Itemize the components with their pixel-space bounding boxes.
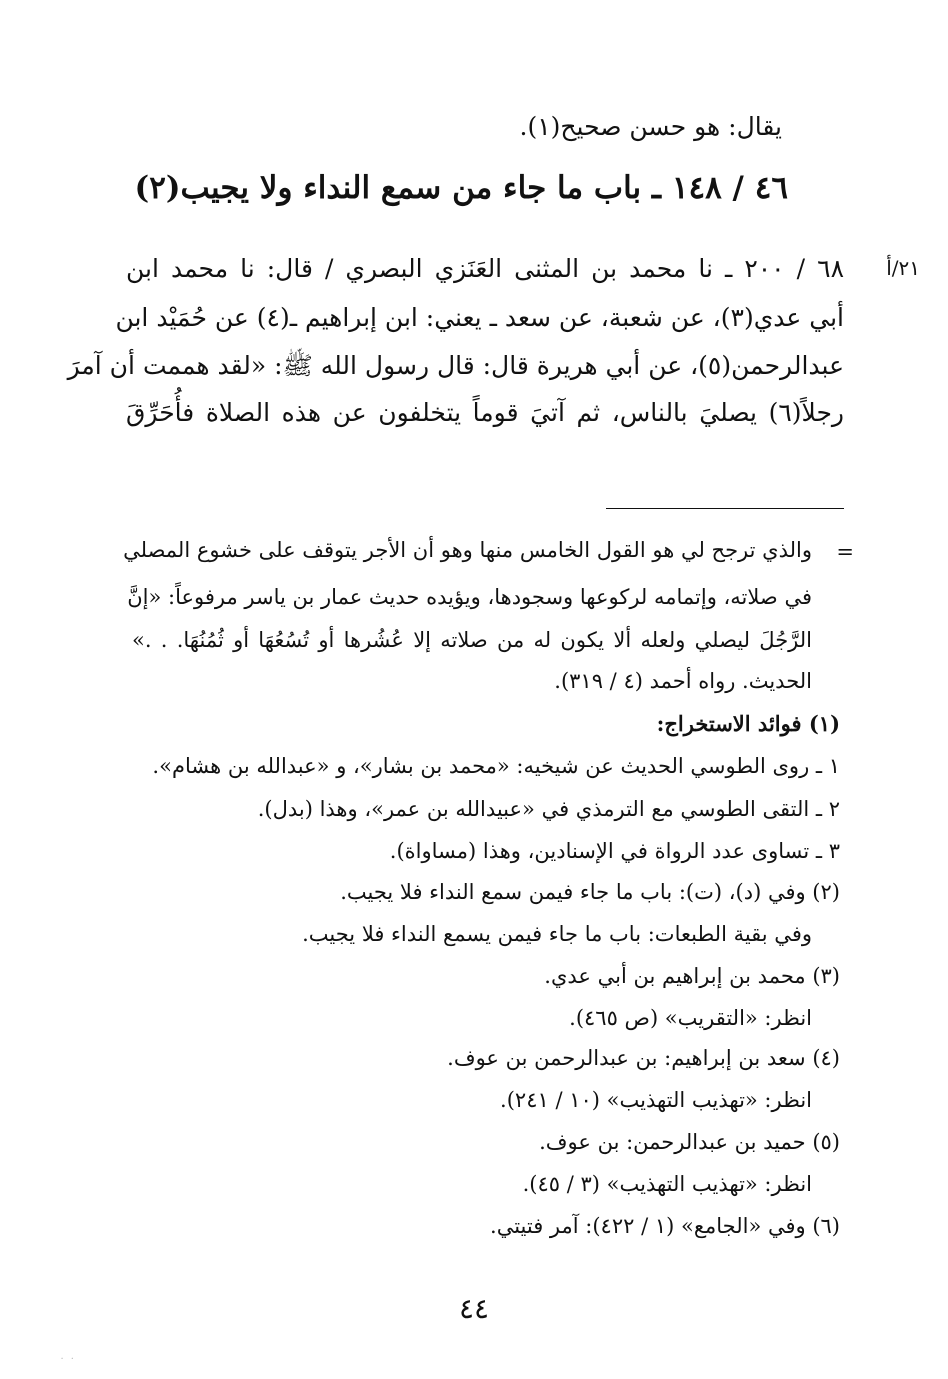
hadith-line-1: ٦٨ / ٢٠٠ ـ نا محمد بن المثنى العَنَزي البصري / قال: نا محمد ابن (126, 254, 844, 283)
footnote-4-source: انظر: «تهذيب التهذيب» (١٠ / ٢٤١). (500, 1088, 812, 1112)
footnote-3-source: انظر: «التقريب» (ص ٤٦٥). (569, 1006, 812, 1030)
footnote-1-item-1: ١ ـ روى الطوسي الحديث عن شيخيه: «محمد بن بشار»، و «عبدالله بن هشام». (152, 754, 840, 778)
hadith-line-3: عبدالرحمن(٥)، عن أبي هريرة قال: قال رسول الله ﷺ: «لقد هممت أن آمرَ (67, 351, 844, 380)
chapter-heading: ٤٦ / ١٤٨ ـ باب ما جاء من سمع النداء ولا يجيب(٢) (134, 170, 788, 206)
footnote-line: الرَّجُلَ ليصلي ولعله ألا يكون له من صلاته إلا عُشُرها أو تُسُعُهَا أو ثُمُنُهَا. . .» (132, 628, 812, 652)
footnote-6: (٦) وفي «الجامع» (١ / ٤٢٢): آمر فتيتي. (490, 1214, 840, 1238)
footnote-2-cont: وفي بقية الطبعات: باب ما جاء فيمن يسمع النداء فلا يجيب. (302, 922, 812, 946)
continuation-mark: = (836, 540, 854, 564)
footnote-5-source: انظر: «تهذيب التهذيب» (٣ / ٤٥). (522, 1172, 812, 1196)
footnote-3: (٣) محمد بن إبراهيم بن أبي عدي. (544, 964, 840, 988)
top-line: يقال: هو حسن صحيح(١). (519, 112, 782, 141)
hadith-line-4: رجلاً(٦) يصليَ بالناس، ثم آتيَ قوماً يتخلفون عن هذه الصلاة فأُحَرِّقَ (126, 398, 844, 427)
footnote-line: في صلاته، وإتمامه لركوعها وسجودها، ويؤيده حديث عمار بن ياسر مرفوعاً: «إنَّ (127, 585, 812, 609)
footnote-1-heading: (١) فوائد الاستخراج: (656, 711, 840, 736)
page-number: ٤٤ (458, 1292, 490, 1325)
footnote-divider (606, 508, 844, 509)
footnote-4: (٤) سعد بن إبراهيم: بن عبدالرحمن بن عوف. (447, 1046, 840, 1070)
footnote-5: (٥) حميد بن عبدالرحمن: بن عوف. (539, 1130, 840, 1154)
margin-reference: ٢١/أ (886, 256, 920, 280)
hadith-line-2: أبي عدي(٣)، عن شعبة، عن سعد ـ يعني: ابن إبراهيم ـ(٤) عن حُمَيْد ابن (115, 303, 844, 332)
footnote-line: والذي ترجح لي هو القول الخامس منها وهو أن الأجر يتوقف على خشوع المصلي (123, 538, 812, 562)
footnote-line: الحديث. رواه أحمد (٤ / ٣١٩). (554, 669, 812, 693)
footnote-1-item-2: ٢ ـ التقى الطوسي مع الترمذي في «عبيدالله بن عمر»، وهذا (بدل). (257, 797, 840, 821)
scan-speck: · · (60, 1354, 76, 1365)
footnote-1-item-3: ٣ ـ تساوى عدد الرواة في الإسنادين، وهذا (مساواة). (389, 839, 840, 863)
footnote-2: (٢) وفي (د)، (ت): باب ما جاء فيمن سمع النداء فلا يجيب. (340, 880, 840, 904)
